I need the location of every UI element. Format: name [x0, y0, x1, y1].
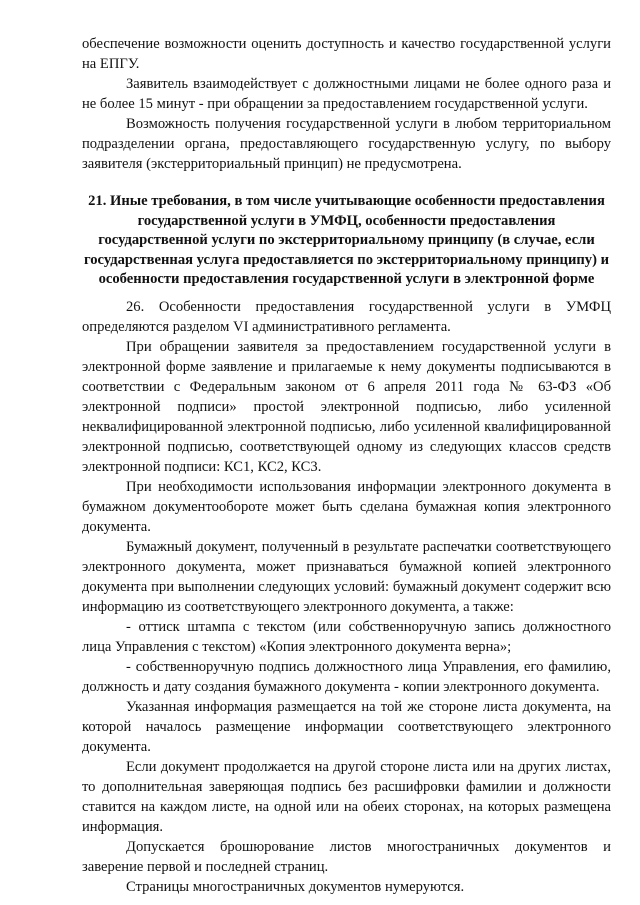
top-text-block	[82, 34, 611, 174]
paragraph-extraterritorial: Возможность получения государственной услуги в любом территориальном подразделении органа, предоставляющего государственную услугу, по выбору заявителя (экстерриториальный принцип) не предусмотрена.	[82, 116, 611, 172]
paragraph-numbering: Страницы многостраничных документов нумеруются.	[126, 879, 465, 895]
paragraph-signature: - собственноручную подпись должностного лица Управления, его фамилию, должность и дату создания бумажного документа - копии электронного документа.	[82, 659, 611, 695]
paragraph-interaction-limit: Заявитель взаимодействует с должностными лицами не более одного раза и не более 15 минут - при обращении за предоставлением государственной услуги.	[82, 76, 611, 112]
paragraph-continuation: Если документ продолжается на другой стороне листа или на других листах, то дополнительная заверяющая подпись без расшифровки фамилии и должности ставится на каждом листе, на одной или на обеих сторонах, на которых размещена информация.	[82, 759, 611, 835]
paragraph-stamp: - оттиск штампа с текстом (или собственноручную запись должностного лица Управления с текстом) «Копия электронного документа верна»;	[82, 619, 611, 655]
paragraph-26: 26. Особенности предоставления государственной услуги в УМФЦ определяются разделом VI административного регламента.	[82, 299, 611, 335]
main-text-block	[82, 297, 611, 897]
paragraph-placement: Указанная информация размещается на той же стороне листа документа, на которой началось размещение информации соответствующего электронного документа.	[82, 699, 611, 755]
paragraph-paper-conditions: Бумажный документ, полученный в результате распечатки соответствующего электронного документа, может признаваться бумажной копией электронного документа при выполнении следующих условий: бумажный документ содержит всю информацию из соответствующего электронного документа, а также:	[82, 539, 611, 615]
section-heading: 21. Иные требования, в том числе учитывающие особенности предоставления государственной услуги в УМФЦ, особенности предоставления государственной услуги по экстерриториальному принципу (в случае, если государственная услуга предоставляется по экстерриториальному принципу) и особенности предоставления государственной услуги в электронной форме	[84, 193, 609, 287]
paragraph-epgu-assessment: обеспечение возможности оценить доступность и качество государственной услуги на ЕПГУ.	[82, 36, 611, 72]
paragraph-paper-copy: При необходимости использования информации электронного документа в бумажном документообороте может быть сделана бумажная копия электронного документа.	[82, 479, 611, 535]
paragraph-binding: Допускается брошюрование листов многостраничных документов и заверение первой и последней страниц.	[82, 839, 611, 875]
paragraph-electronic-signature: При обращении заявителя за предоставлением государственной услуги в электронной форме заявление и прилагаемые к нему документы подписываются в соответствии с Федеральным законом от 6 апреля 2011 года № 63-ФЗ «Об электронной подписи» простой электронной подписью, либо усиленной неквалифицированной электронной подписью, либо усиленной квалифицированной электронной подписью, соответствующей одному из следующих классов средств электронной подписи: КС1, КС2, КС3.	[82, 339, 611, 475]
